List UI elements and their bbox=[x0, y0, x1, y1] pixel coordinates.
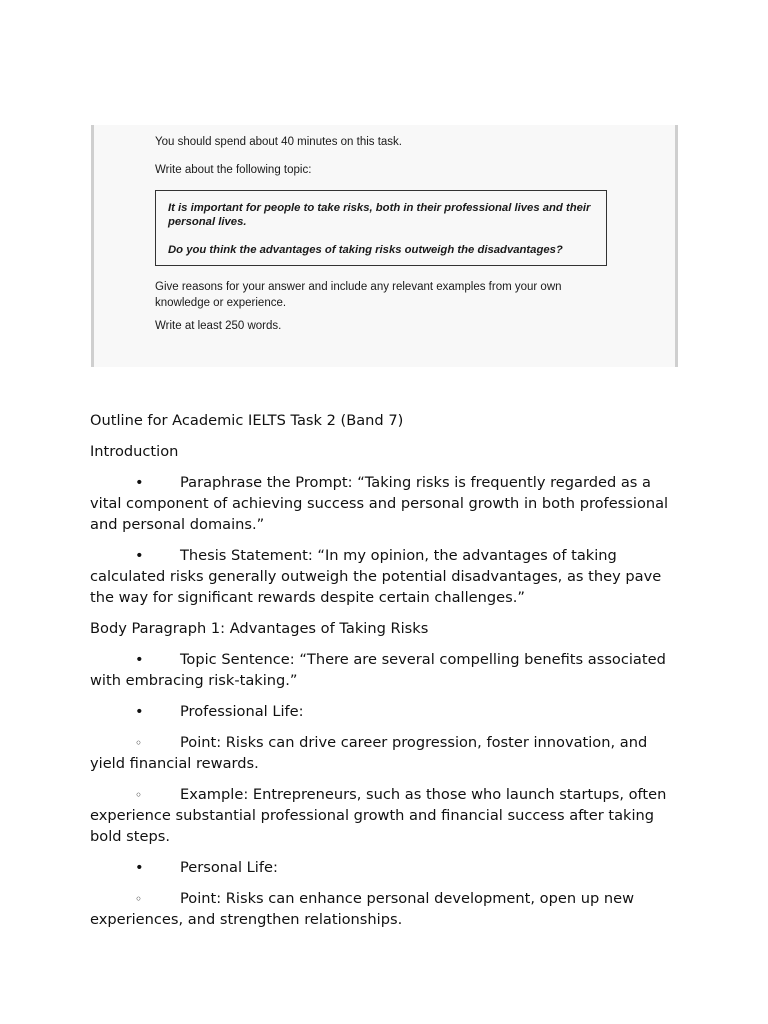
professional-label: Professional Life: bbox=[180, 703, 304, 721]
sub-bullet-icon: ◦ bbox=[135, 788, 143, 803]
list-item bbox=[90, 858, 680, 879]
professional-example: Example: Entrepreneurs, such as those who launch startups, often experience substantial professional growth and financial success after taking bold steps. bbox=[90, 786, 667, 845]
outline-title: Outline for Academic IELTS Task 2 (Band 7) bbox=[90, 412, 404, 429]
list-item bbox=[90, 889, 680, 931]
bullet-icon: • bbox=[135, 703, 144, 721]
professional-point: Point: Risks can drive career progression, foster innovation, and yield financial rewards. bbox=[90, 734, 648, 773]
prompt-word-limit: Write at least 250 words. bbox=[155, 320, 282, 332]
bullet-icon: • bbox=[135, 651, 144, 669]
prompt-time: You should spend about 40 minutes on this task. bbox=[155, 136, 402, 148]
list-item bbox=[90, 785, 680, 847]
prompt-topic-question: Do you think the advantages of taking risks outweigh the disadvantages? bbox=[168, 244, 563, 256]
bullet-icon: • bbox=[135, 474, 144, 492]
personal-point: Point: Risks can enhance personal development, open up new experiences, and strengthen relationships. bbox=[90, 890, 635, 929]
thesis-text: Thesis Statement: “In my opinion, the advantages of taking calculated risks generally outweigh the potential disadvantages, as they pave the way for significant rewards despite certain challenges.” bbox=[90, 547, 662, 606]
outline-document bbox=[90, 411, 680, 941]
prompt-topic-statement: It is important for people to take risks, both in their professional lives and their personal lives. bbox=[168, 202, 591, 228]
bullet-icon: • bbox=[135, 547, 144, 565]
list-item bbox=[90, 733, 680, 775]
paraphrase-text: Paraphrase the Prompt: “Taking risks is frequently regarded as a vital component of achieving success and personal growth in both professional and personal domains.” bbox=[90, 474, 669, 533]
sub-bullet-icon: ◦ bbox=[135, 736, 143, 751]
list-item bbox=[90, 473, 680, 535]
prompt-topic-box bbox=[155, 190, 607, 266]
sub-bullet-icon: ◦ bbox=[135, 892, 143, 907]
list-item bbox=[90, 546, 680, 608]
prompt-reasons: Give reasons for your answer and include any relevant examples from your own knowledge or experience. bbox=[155, 281, 562, 309]
intro-heading: Introduction bbox=[90, 443, 179, 461]
prompt-instruction: Write about the following topic: bbox=[155, 164, 312, 176]
body1-topic-text: Topic Sentence: “There are several compelling benefits associated with embracing risk-taking.” bbox=[90, 651, 666, 689]
body1-heading: Body Paragraph 1: Advantages of Taking Risks bbox=[90, 619, 429, 637]
bullet-icon: • bbox=[135, 859, 144, 877]
personal-label: Personal Life: bbox=[180, 859, 278, 877]
list-item bbox=[90, 702, 680, 723]
list-item bbox=[90, 650, 680, 692]
task-prompt-image bbox=[91, 125, 678, 367]
